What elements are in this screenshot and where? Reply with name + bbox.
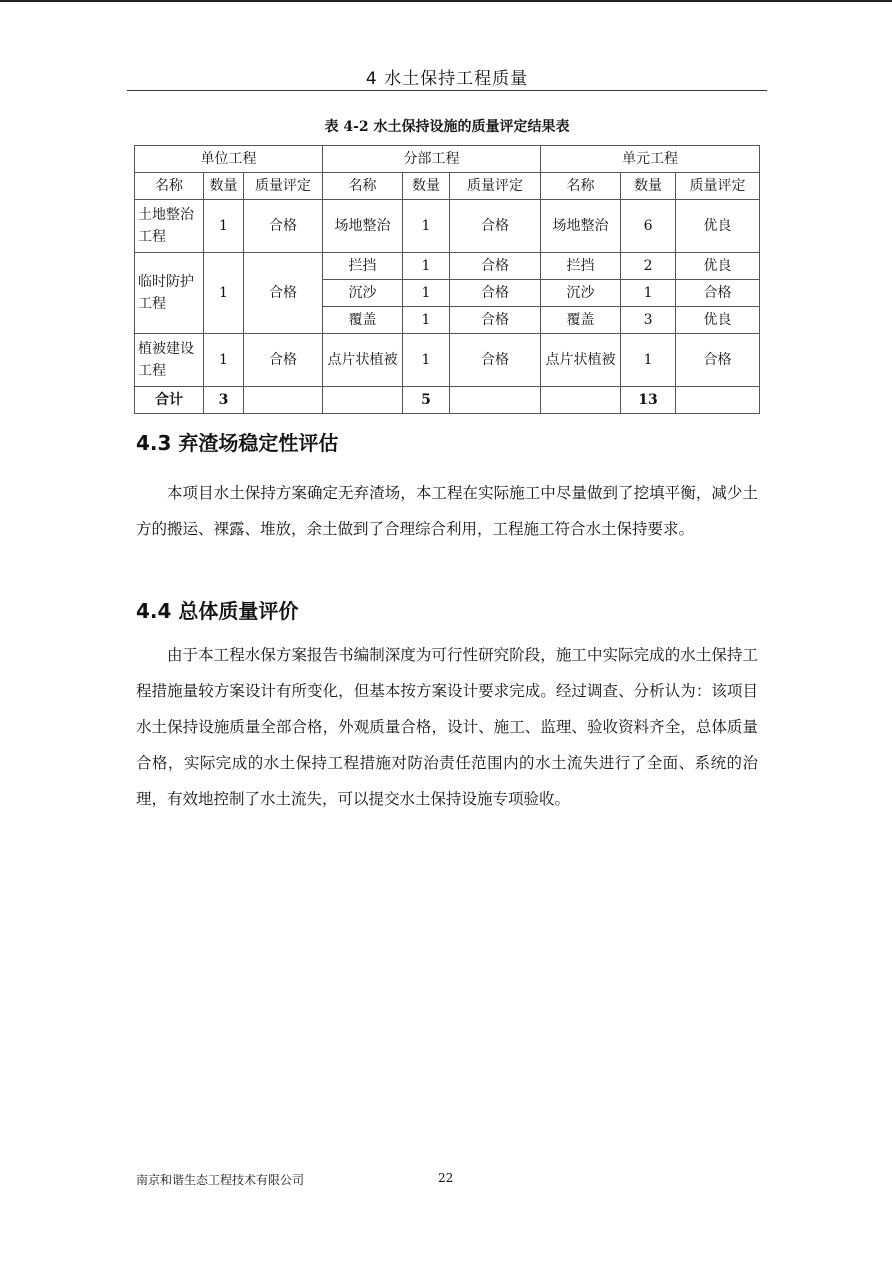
unit-grade-cell: 合格	[244, 253, 323, 334]
table-column-header-row	[135, 173, 760, 200]
total-part-count-cell: 5	[403, 387, 450, 414]
element-name-cell: 沉沙	[541, 280, 621, 307]
table-row	[135, 334, 760, 387]
column-header: 质量评定	[676, 173, 760, 200]
table-row	[135, 200, 760, 253]
element-count-cell: 1	[621, 334, 676, 387]
section-4-4-paragraph: 由于本工程水保方案报告书编制深度为可行性研究阶段，施工中实际完成的水土保持工程措施量较方案设计有所变化，但基本按方案设计要求完成。经过调查、分析认为：该项目水土保持设施质量全部合格，外观质量合格，设计、施工、监理、验收资料齐全，总体质量合格，实际完成的水土保持工程措施对防治责任范围内的水土流失进行了全面、系统的治理，有效地控制了水土流失，可以提交水土保持设施专项验收。	[136, 646, 758, 808]
section-4-4-heading: 4.4 总体质量评价	[136, 599, 299, 623]
part-count-cell: 1	[403, 334, 450, 387]
column-header: 名称	[135, 173, 204, 200]
column-header: 数量	[204, 173, 244, 200]
unit-grade-cell: 合格	[244, 334, 323, 387]
table-total-row	[135, 387, 760, 414]
unit-count-cell: 1	[204, 200, 244, 253]
part-name-cell: 拦挡	[323, 253, 403, 280]
element-count-cell: 6	[621, 200, 676, 253]
element-grade-cell: 优良	[676, 253, 760, 280]
part-name-cell: 场地整治	[323, 200, 403, 253]
part-grade-cell: 合格	[450, 200, 541, 253]
part-name-cell: 覆盖	[323, 307, 403, 334]
element-name-cell: 场地整治	[541, 200, 621, 253]
unit-grade-cell: 合格	[244, 200, 323, 253]
element-count-cell: 1	[621, 280, 676, 307]
footer-page-number: 22	[438, 1171, 454, 1185]
element-name-cell: 拦挡	[541, 253, 621, 280]
footer-company-name: 南京和谐生态工程技术有限公司	[136, 1173, 305, 1187]
part-name-cell: 点片状植被	[323, 334, 403, 387]
empty-cell	[541, 387, 621, 414]
part-count-cell: 1	[403, 307, 450, 334]
quality-assessment-table	[134, 145, 760, 414]
column-header: 质量评定	[244, 173, 323, 200]
top-border-line	[0, 0, 892, 2]
page-header-title: 4 水土保持工程质量	[365, 69, 529, 89]
empty-cell	[244, 387, 323, 414]
element-name-cell: 覆盖	[541, 307, 621, 334]
total-element-count-cell: 13	[621, 387, 676, 414]
element-grade-cell: 优良	[676, 200, 760, 253]
unit-count-cell: 1	[204, 253, 244, 334]
column-header: 质量评定	[450, 173, 541, 200]
part-grade-cell: 合格	[450, 280, 541, 307]
unit-name-cell: 临时防护工程	[135, 253, 204, 334]
header-divider	[127, 90, 767, 91]
group-header-element: 单元工程	[541, 146, 760, 173]
part-grade-cell: 合格	[450, 307, 541, 334]
unit-name-cell: 土地整治工程	[135, 200, 204, 253]
section-4-3-heading: 4.3 弃渣场稳定性评估	[136, 431, 339, 455]
total-label-cell: 合计	[135, 387, 204, 414]
column-header: 名称	[541, 173, 621, 200]
column-header: 数量	[621, 173, 676, 200]
part-count-cell: 1	[403, 253, 450, 280]
part-name-cell: 沉沙	[323, 280, 403, 307]
group-header-unit: 单位工程	[135, 146, 323, 173]
empty-cell	[450, 387, 541, 414]
element-grade-cell: 合格	[676, 280, 760, 307]
column-header: 数量	[403, 173, 450, 200]
element-name-cell: 点片状植被	[541, 334, 621, 387]
element-grade-cell: 合格	[676, 334, 760, 387]
part-grade-cell: 合格	[450, 253, 541, 280]
table-group-header-row	[135, 146, 760, 173]
unit-name-cell: 植被建设工程	[135, 334, 204, 387]
empty-cell	[676, 387, 760, 414]
group-header-part: 分部工程	[323, 146, 541, 173]
part-count-cell: 1	[403, 280, 450, 307]
column-header: 名称	[323, 173, 403, 200]
element-grade-cell: 优良	[676, 307, 760, 334]
table-caption: 表 4-2 水土保持设施的质量评定结果表	[324, 119, 570, 135]
total-unit-count-cell: 3	[204, 387, 244, 414]
part-count-cell: 1	[403, 200, 450, 253]
table-row	[135, 253, 760, 280]
element-count-cell: 2	[621, 253, 676, 280]
section-4-3-paragraph: 本项目水土保持方案确定无弃渣场，本工程在实际施工中尽量做到了挖填平衡，减少土方的搬运、裸露、堆放，余土做到了合理综合利用，工程施工符合水土保持要求。	[136, 484, 758, 538]
unit-count-cell: 1	[204, 334, 244, 387]
empty-cell	[323, 387, 403, 414]
part-grade-cell: 合格	[450, 334, 541, 387]
element-count-cell: 3	[621, 307, 676, 334]
